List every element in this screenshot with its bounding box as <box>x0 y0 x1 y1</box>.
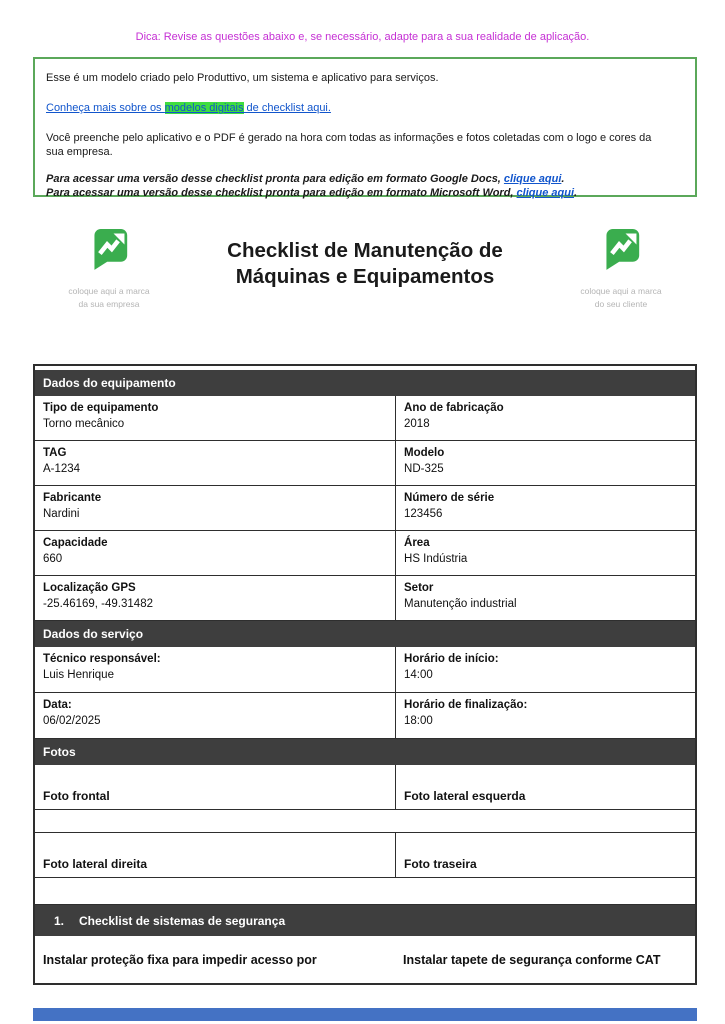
gdocs-link[interactable]: clique aqui <box>503 173 562 186</box>
intro-link-line <box>46 101 683 115</box>
intro-box <box>33 57 697 200</box>
intro-line-3: Você preenche pelo aplicativo e o PDF é gerado na hora com todas as informações e fotos coletadas com o logo e cores da sua empresa. <box>46 131 652 158</box>
client-logo-block <box>545 222 697 311</box>
checklist-table <box>33 364 697 985</box>
photo-label-row <box>35 833 695 878</box>
field-modelo: Modelo ND-325 <box>395 441 695 485</box>
table-row <box>35 647 695 693</box>
field-tecnico-responsavel: Técnico responsável: Luis Henrique <box>43 653 161 681</box>
word-link[interactable]: clique aqui <box>516 187 575 200</box>
table-row <box>35 693 695 739</box>
intro-line-1: Esse é um modelo criado pelo Produttivo, um sistema e aplicativo para serviços. <box>46 72 439 84</box>
photo-empty-row <box>35 878 695 905</box>
document-header <box>33 222 697 311</box>
table-row <box>35 396 695 441</box>
field-numero-serie: Número de série 123456 <box>395 486 695 530</box>
field-setor: Setor Manutenção industrial <box>395 576 695 620</box>
field-horario-finalizacao: Horário de finalização: 18:00 <box>395 693 695 738</box>
highlighted-text[interactable]: modelos digitais <box>164 102 244 115</box>
table-row <box>35 486 695 531</box>
company-logo-block <box>33 222 185 311</box>
section-header-service: Dados do serviço <box>35 621 695 647</box>
field-horario-inicio: Horário de início: 14:00 <box>395 647 695 692</box>
photo-empty-row <box>35 810 695 833</box>
gdocs-line: Para acessar uma versão desse checklist pronta para edição em formato Google Docs, clique aqui. <box>46 173 565 186</box>
produttivo-logo-icon <box>89 226 129 272</box>
section-header-checklist-1: 1. Checklist de sistemas de segurança <box>35 905 695 936</box>
field-tipo-equipamento: Tipo de equipamento Torno mecânico <box>43 402 159 430</box>
field-tag: TAG A-1234 <box>43 447 81 475</box>
field-ano-fabricacao: Ano de fabricação 2018 <box>395 396 695 440</box>
company-logo-caption: coloque aqui a marca da sua empresa <box>68 286 150 309</box>
tip-line: Dica: Revise as questões abaixo e, se necessário, adapte para a sua realidade de aplicação. <box>135 31 590 43</box>
field-data: Data: 06/02/2025 <box>43 699 101 727</box>
table-row <box>35 441 695 486</box>
client-logo-caption: coloque aqui a marca do seu cliente <box>580 286 662 309</box>
bottom-blue-bar <box>33 1008 697 1021</box>
section-header-equipment: Dados do equipamento <box>35 370 695 396</box>
checklist-item-row <box>35 936 695 983</box>
field-area: Área HS Indústria <box>395 531 695 575</box>
section-header-photos: Fotos <box>35 739 695 765</box>
models-link[interactable]: Conheça mais sobre os modelos digitais de checklist aqui. <box>46 102 331 115</box>
produttivo-logo-icon <box>601 226 641 272</box>
checklist-item-2: Instalar tapete de segurança conforme CAT <box>403 952 661 967</box>
table-row <box>35 576 695 621</box>
photo-label-lateral-esquerda: Foto lateral esquerda <box>395 765 695 809</box>
field-fabricante: Fabricante Nardini <box>43 492 102 520</box>
section-number: 1. <box>54 913 65 928</box>
table-row <box>35 531 695 576</box>
field-capacidade: Capacidade 660 <box>43 537 108 565</box>
word-line: Para acessar uma versão desse checklist pronta para edição em formato Microsoft Word, clique aqui. <box>46 187 578 200</box>
photo-label-frontal: Foto frontal <box>43 789 110 803</box>
photo-label-lateral-direita: Foto lateral direita <box>43 857 148 871</box>
checklist-item-1: Instalar proteção fixa para impedir acesso por <box>43 952 317 967</box>
photo-label-row <box>35 765 695 810</box>
page-title: Checklist de Manutenção de Máquinas e Equipamentos <box>227 239 503 288</box>
photo-label-traseira: Foto traseira <box>395 833 695 877</box>
field-localizacao-gps: Localização GPS -25.46169, -49.31482 <box>43 582 153 610</box>
